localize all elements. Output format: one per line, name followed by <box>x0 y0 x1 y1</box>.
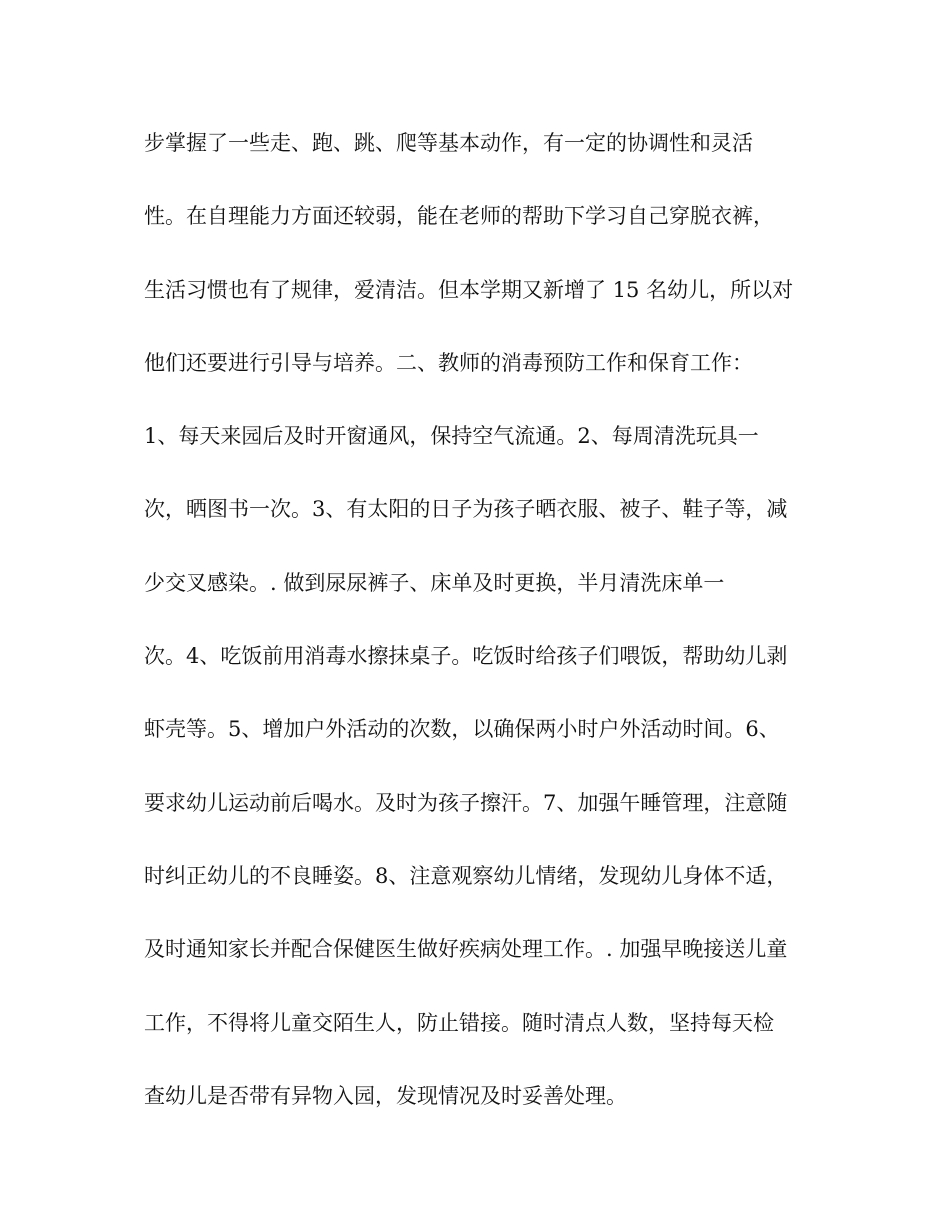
text-line: 要求幼儿运动前后喝水。及时为孩子擦汗。7、加强午睡管理，注意随 <box>144 790 788 815</box>
text-line: 查幼儿是否带有异物入园，发现情况及时妥善处理。 <box>144 1083 627 1108</box>
text-line: 步掌握了一些走、跑、跳、爬等基本动作，有一定的协调性和灵活 <box>144 131 753 155</box>
text-line: 少交叉感染。. 做到尿尿裤子、床单及时更换，半月清洗床单一 <box>144 570 725 595</box>
text-line: 工作，不得将儿童交陌生人，防止错接。随时清点人数，坚持每天检 <box>144 1010 774 1035</box>
text-line: 虾壳等。5、增加户外活动的次数，以确保两小时户外活动时间。6、 <box>144 717 780 742</box>
text-line: 及时通知家长并配合保健医生做好疾病处理工作。. 加强早晚接送儿童 <box>144 937 788 962</box>
text-line: 性。在自理能力方面还较弱，能在老师的帮助下学习自己穿脱衣裤， <box>144 204 774 229</box>
text-line: 1、每天来园后及时开窗通风，保持空气流通。2、每周清洗玩具一 <box>144 424 759 449</box>
text-line: 生活习惯也有了规律，爱清洁。但本学期又新增了 15 名幼儿，所以对 <box>144 277 794 302</box>
text-line: 次，晒图书一次。3、有太阳的日子为孩子晒衣服、被子、鞋子等，减 <box>144 497 788 522</box>
body-text <box>144 121 824 1147</box>
text-line: 次。4、吃饭前用消毒水擦抹桌子。吃饭时给孩子们喂饭，帮助幼儿剥 <box>144 644 788 669</box>
text-line: 时纠正幼儿的不良睡姿。8、注意观察幼儿情绪，发现幼儿身体不适， <box>144 863 788 888</box>
text-line: 他们还要进行引导与培养。二、教师的消毒预防工作和保育工作： <box>144 350 753 375</box>
